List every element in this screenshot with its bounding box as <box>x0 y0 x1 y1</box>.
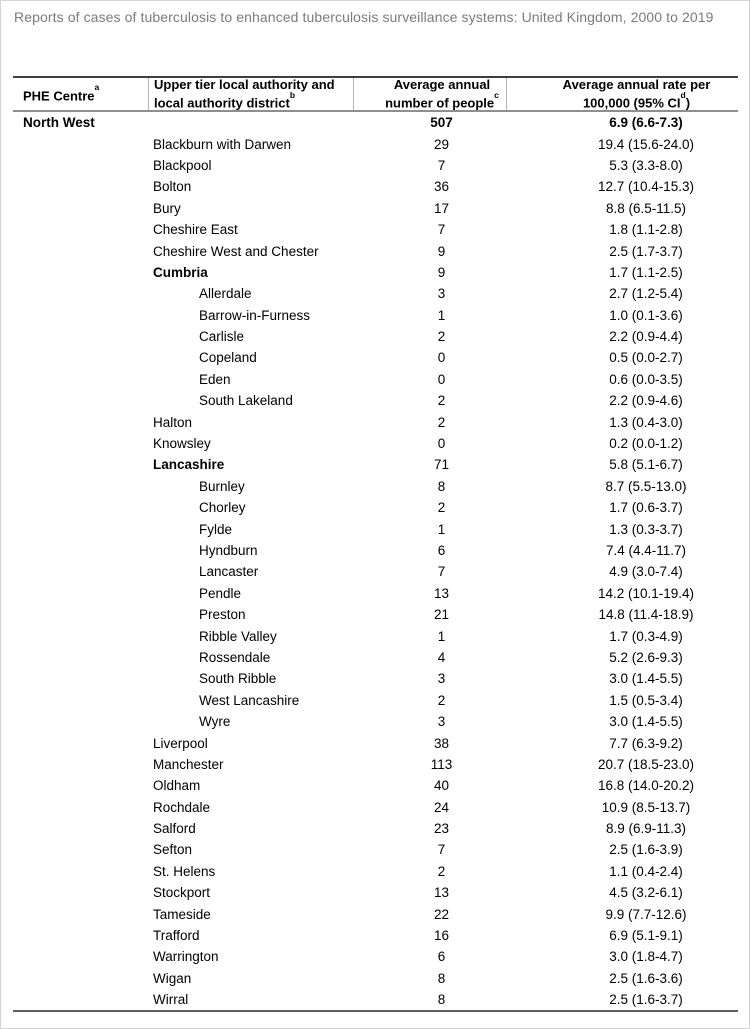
footnote-marker-a: a <box>94 82 100 93</box>
cell-authority: Lancaster <box>199 564 259 580</box>
cell-authority: Preston <box>199 607 246 623</box>
cell-authority: Liverpool <box>153 735 208 751</box>
col-header-phe-centre <box>13 78 148 110</box>
table-row <box>13 711 738 732</box>
cell-rate: 2.5 (1.6-3.7) <box>609 992 683 1008</box>
table-row <box>13 347 738 368</box>
col-header-count-line2: number of people <box>385 95 495 111</box>
cell-rate: 9.9 (7.7-12.6) <box>605 906 687 922</box>
cell-authority: Cumbria <box>153 264 208 280</box>
table-row <box>13 989 738 1010</box>
cell-authority: Lancashire <box>153 457 225 473</box>
table-row <box>13 583 738 604</box>
cell-rate: 7.7 (6.3-9.2) <box>609 735 683 751</box>
cell-rate: 6.9 (6.6-7.3) <box>609 115 683 131</box>
table-body <box>13 112 738 1012</box>
cell-count: 2 <box>437 329 446 345</box>
table-row <box>13 946 738 967</box>
cell-rate: 4.5 (3.2-6.1) <box>609 885 683 901</box>
cell-authority: Wigan <box>153 970 192 986</box>
cell-count: 8 <box>437 478 446 494</box>
cell-count: 1 <box>437 521 446 537</box>
col-header-authority <box>148 78 353 110</box>
table-row <box>13 518 738 539</box>
cell-authority: Trafford <box>153 928 200 944</box>
cell-authority: Hyndburn <box>199 543 258 558</box>
cell-authority: Halton <box>153 414 193 430</box>
cell-rate: 20.7 (18.5-23.0) <box>597 756 695 772</box>
cell-authority: Tameside <box>153 906 211 922</box>
cell-rate: 19.4 (15.6-24.0) <box>597 136 695 152</box>
cell-count: 0 <box>437 436 446 452</box>
cell-rate: 2.5 (1.6-3.9) <box>609 842 683 858</box>
cell-count: 113 <box>430 756 453 772</box>
table-row <box>13 198 738 219</box>
cell-count: 1 <box>437 628 446 644</box>
cell-authority: Chorley <box>199 500 246 516</box>
cell-count: 2 <box>437 863 446 879</box>
cell-count: 36 <box>433 179 450 195</box>
cell-rate: 1.8 (1.1-2.8) <box>609 222 683 238</box>
table-row <box>13 818 738 839</box>
cell-count: 22 <box>433 906 450 922</box>
cell-rate: 1.7 (0.3-4.9) <box>609 628 683 644</box>
cell-count: 17 <box>433 200 450 216</box>
table-row <box>13 262 738 283</box>
cell-authority: South Lakeland <box>199 393 293 409</box>
cell-rate: 2.7 (1.2-5.4) <box>609 286 683 302</box>
cell-rate: 7.4 (4.4-11.7) <box>605 543 687 558</box>
table-row <box>13 732 738 753</box>
col-header-authority-line1: Upper tier local authority and <box>154 76 335 92</box>
cell-count: 2 <box>437 414 446 430</box>
cell-authority: Pendle <box>199 585 242 601</box>
cell-count: 23 <box>433 821 450 837</box>
cell-authority: St. Helens <box>153 863 216 879</box>
cell-count: 24 <box>433 799 450 815</box>
cell-rate: 1.7 (0.6-3.7) <box>609 500 683 516</box>
table-row <box>13 112 738 133</box>
cell-authority: Blackburn with Darwen <box>153 136 292 152</box>
cell-count: 21 <box>433 607 450 623</box>
cell-count: 29 <box>433 136 450 152</box>
cell-count: 8 <box>437 970 446 986</box>
cell-count: 13 <box>433 885 450 901</box>
cell-authority: Fylde <box>199 521 233 537</box>
cell-authority: Knowsley <box>153 436 211 452</box>
table-row <box>13 219 738 240</box>
footnote-marker-c: c <box>494 89 499 100</box>
cell-count: 16 <box>433 928 450 944</box>
cell-rate: 12.7 (10.4-15.3) <box>597 179 695 195</box>
cell-rate: 5.8 (5.1-6.7) <box>609 457 683 473</box>
cell-rate: 2.2 (0.9-4.4) <box>609 329 683 345</box>
cell-rate: 2.5 (1.7-3.7) <box>609 243 683 259</box>
table-row <box>13 411 738 432</box>
table-row <box>13 968 738 989</box>
cell-authority: Carlisle <box>199 329 245 345</box>
cell-count: 0 <box>437 350 446 366</box>
cell-count: 3 <box>437 671 446 687</box>
cell-count: 9 <box>437 243 446 259</box>
table-row <box>13 155 738 176</box>
cell-authority: Bolton <box>153 179 192 195</box>
cell-rate: 10.9 (8.5-13.7) <box>601 799 691 815</box>
cell-rate: 1.7 (1.1-2.5) <box>609 264 683 280</box>
table-row <box>13 754 738 775</box>
cell-authority: Ribble Valley <box>199 628 277 644</box>
cell-authority: Copeland <box>199 350 257 366</box>
cell-count: 8 <box>437 992 446 1008</box>
cell-authority: Wirral <box>153 992 189 1008</box>
footnote-marker-b: b <box>289 89 296 100</box>
cell-count: 507 <box>430 115 453 131</box>
col-header-authority-line2: local authority district <box>154 95 290 111</box>
table-row <box>13 925 738 946</box>
cell-rate: 0.2 (0.0-1.2) <box>609 436 683 452</box>
cell-rate: 14.8 (11.4-18.9) <box>598 607 694 623</box>
cell-count: 7 <box>437 842 446 858</box>
cell-count: 3 <box>437 286 446 302</box>
table-row <box>13 133 738 154</box>
cell-authority: Eden <box>199 371 231 387</box>
table-row <box>13 497 738 518</box>
col-header-count-line1: Average annual <box>393 76 491 92</box>
table-row <box>13 305 738 326</box>
col-header-phe-centre-label: PHE Centre <box>23 87 95 103</box>
cell-count: 13 <box>433 585 450 601</box>
cell-count: 38 <box>433 735 450 751</box>
table-row <box>13 326 738 347</box>
cell-authority: Burnley <box>199 478 245 494</box>
cell-count: 2 <box>437 692 446 708</box>
table-row <box>13 390 738 411</box>
cell-authority: Sefton <box>153 842 193 858</box>
cell-authority: West Lancashire <box>199 692 300 708</box>
cell-rate: 14.2 (10.1-19.4) <box>597 585 695 601</box>
cell-authority: Oldham <box>153 778 201 794</box>
cell-count: 40 <box>433 778 450 794</box>
col-header-rate-line1: Average annual rate per <box>562 76 711 92</box>
table-row <box>13 176 738 197</box>
table-row <box>13 433 738 454</box>
col-header-rate-line2: 100,000 (95% CI <box>582 95 681 111</box>
cell-rate: 3.0 (1.4-5.5) <box>609 671 683 687</box>
cell-rate: 5.2 (2.6-9.3) <box>609 649 683 665</box>
table-row <box>13 240 738 261</box>
cell-count: 9 <box>437 264 446 280</box>
cell-rate: 2.5 (1.6-3.6) <box>609 970 683 986</box>
cell-rate: 5.3 (3.3-8.0) <box>609 157 683 173</box>
table-row <box>13 283 738 304</box>
cell-rate: 0.6 (0.0-3.5) <box>609 371 683 387</box>
table-row <box>13 903 738 924</box>
cell-rate: 8.7 (5.5-13.0) <box>605 478 687 494</box>
table-row <box>13 369 738 390</box>
cell-count: 7 <box>437 222 446 238</box>
cell-rate: 8.9 (6.9-11.3) <box>605 821 687 837</box>
table-row <box>13 561 738 582</box>
cell-rate: 4.9 (3.0-7.4) <box>609 564 683 580</box>
table-row <box>13 604 738 625</box>
cell-rate: 1.0 (0.1-3.6) <box>609 307 683 323</box>
cell-authority: Wyre <box>199 714 231 730</box>
cell-rate: 1.1 (0.4-2.4) <box>609 863 683 879</box>
cell-authority: Salford <box>153 821 196 837</box>
cell-count: 2 <box>437 393 446 409</box>
cell-rate: 1.3 (0.3-3.7) <box>609 521 683 537</box>
cell-rate: 3.0 (1.8-4.7) <box>609 949 683 965</box>
table-row <box>13 775 738 796</box>
cell-count: 6 <box>437 949 446 965</box>
table-row <box>13 839 738 860</box>
cell-authority: Allerdale <box>199 286 252 302</box>
table-row <box>13 861 738 882</box>
cell-count: 6 <box>437 543 446 558</box>
cell-authority: South Ribble <box>199 671 277 687</box>
cell-authority: Rochdale <box>153 799 211 815</box>
cell-count: 7 <box>437 564 446 580</box>
cell-count: 0 <box>437 371 446 387</box>
table-row <box>13 454 738 475</box>
cell-rate: 2.2 (0.9-4.6) <box>609 393 683 409</box>
cell-rate: 8.8 (6.5-11.5) <box>605 200 687 216</box>
cell-authority: Manchester <box>153 756 224 772</box>
cell-count: 4 <box>437 649 446 665</box>
table-row <box>13 476 738 497</box>
table-row <box>13 797 738 818</box>
cell-rate: 6.9 (5.1-9.1) <box>609 928 683 944</box>
footnote-marker-d: d <box>680 89 686 100</box>
cell-rate: 0.5 (0.0-2.7) <box>609 350 683 366</box>
cell-authority: Rossendale <box>199 649 271 665</box>
col-header-rate <box>506 78 738 110</box>
table-row <box>13 690 738 711</box>
cell-authority: Cheshire East <box>153 222 238 238</box>
table-row <box>13 647 738 668</box>
cell-count: 3 <box>437 714 446 730</box>
cell-phe-centre: North West <box>23 115 95 131</box>
col-header-count <box>353 78 506 110</box>
cell-authority: Barrow-in-Furness <box>199 307 311 323</box>
cell-rate: 1.5 (0.5-3.4) <box>609 692 683 708</box>
table-row <box>13 668 738 689</box>
tuberculosis-table <box>13 76 738 1012</box>
cell-count: 7 <box>437 157 446 173</box>
cell-count: 1 <box>437 307 446 323</box>
page-title: Reports of cases of tuberculosis to enhanced tuberculosis surveillance systems: United Kingdom, 2000 to 2019 <box>14 9 714 25</box>
cell-rate: 1.3 (0.4-3.0) <box>609 414 683 430</box>
table-header-row <box>13 76 738 112</box>
table-row <box>13 540 738 561</box>
cell-authority: Bury <box>153 200 181 216</box>
col-header-rate-suffix: ) <box>685 95 691 111</box>
table-row <box>13 625 738 646</box>
cell-rate: 16.8 (14.0-20.2) <box>597 778 695 794</box>
cell-authority: Stockport <box>153 885 211 901</box>
cell-count: 2 <box>437 500 446 516</box>
table-row <box>13 882 738 903</box>
cell-authority: Blackpool <box>153 157 212 173</box>
cell-authority: Cheshire West and Chester <box>153 243 319 259</box>
cell-count: 71 <box>433 457 450 473</box>
cell-authority: Warrington <box>153 949 219 965</box>
cell-rate: 3.0 (1.4-5.5) <box>609 714 683 730</box>
